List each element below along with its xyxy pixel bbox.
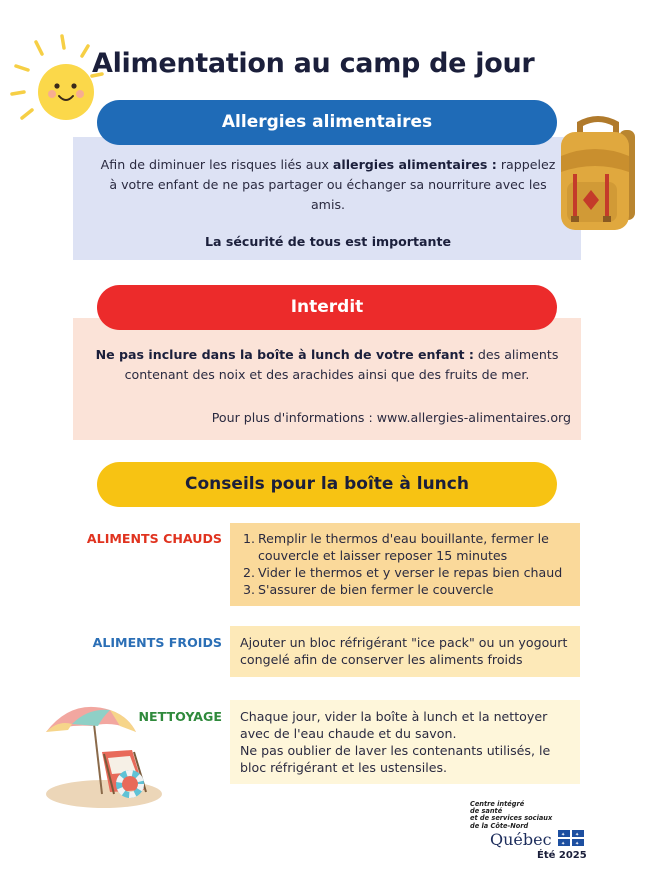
quebec-logo-text: Québec <box>490 830 552 849</box>
svg-text:✦: ✦ <box>575 832 580 838</box>
svg-text:✦: ✦ <box>561 832 566 838</box>
allergies-safety-note: La sécurité de tous est importante <box>204 234 452 249</box>
step-number: 3. <box>243 582 256 597</box>
more-info-link-text: Pour plus d'informations : www.allergies-alimentaires.org <box>211 410 571 425</box>
allergies-text <box>98 155 558 215</box>
quebec-flag-icon <box>558 830 584 846</box>
forbidden-text-bold: Ne pas inclure dans la boîte à lunch de votre enfant : <box>95 347 474 362</box>
allergies-text-prefix: Afin de diminuer les risques liés aux <box>100 157 333 172</box>
hot-food-label: ALIMENTS CHAUDS <box>86 531 222 546</box>
org-line: de la Côte-Nord <box>470 821 529 830</box>
step-number: 1. <box>243 531 256 546</box>
forbidden-text <box>82 345 572 385</box>
page-title: Alimentation au camp de jour <box>92 48 535 79</box>
cleaning-label: NETTOYAGE <box>138 709 222 724</box>
cleaning-box <box>230 700 580 784</box>
forbidden-heading: Interdit <box>97 285 557 330</box>
cold-food-box <box>230 626 580 677</box>
hot-food-box <box>230 523 580 606</box>
sun-icon <box>8 32 108 132</box>
hot-food-steps <box>243 530 572 598</box>
list-item <box>243 564 572 581</box>
forbidden-text-rest: des aliments contenant des noix et des arachides ainsi que des fruits de mer. <box>124 347 559 382</box>
svg-text:✦: ✦ <box>575 841 580 846</box>
svg-text:✦: ✦ <box>561 841 566 846</box>
cold-food-label: ALIMENTS FROIDS <box>92 635 222 650</box>
backpack-icon <box>553 112 643 237</box>
step-text: Vider le thermos et y verser le repas bien chaud <box>258 565 563 580</box>
org-line: Centre intégré <box>470 800 525 808</box>
cleaning-text-1: Chaque jour, vider la boîte à lunch et la nettoyer avec de l'eau chaude et du savon. <box>240 709 548 741</box>
org-name <box>470 801 570 830</box>
tips-heading: Conseils pour la boîte à lunch <box>97 462 557 507</box>
list-item <box>243 530 572 564</box>
step-text: Remplir le thermos d'eau bouillante, fermer le couvercle et laisser reposer 15 minutes <box>258 531 549 563</box>
step-text: S'assurer de bien fermer le couvercle <box>258 582 494 597</box>
cold-food-text: Ajouter un bloc réfrigérant "ice pack" ou un yogourt congelé afin de conserver les aliments froids <box>240 635 568 667</box>
org-line: de santé <box>470 807 503 816</box>
list-item <box>243 581 572 598</box>
allergies-text-bold: allergies alimentaires : <box>332 157 497 172</box>
season-label: Été 2025 <box>537 850 587 861</box>
cleaning-text-2: Ne pas oublier de laver les contenants utilisés, le bloc réfrigérant et les ustensiles. <box>240 743 551 775</box>
step-number: 2. <box>243 565 256 580</box>
org-line: et de services sociaux <box>470 814 553 823</box>
allergies-heading: Allergies alimentaires <box>97 100 557 145</box>
beach-chair-umbrella-icon <box>32 702 162 810</box>
allergies-text-suffix: rappelez à votre enfant de ne pas partager ou échanger sa nourriture avec les amis. <box>109 157 556 212</box>
